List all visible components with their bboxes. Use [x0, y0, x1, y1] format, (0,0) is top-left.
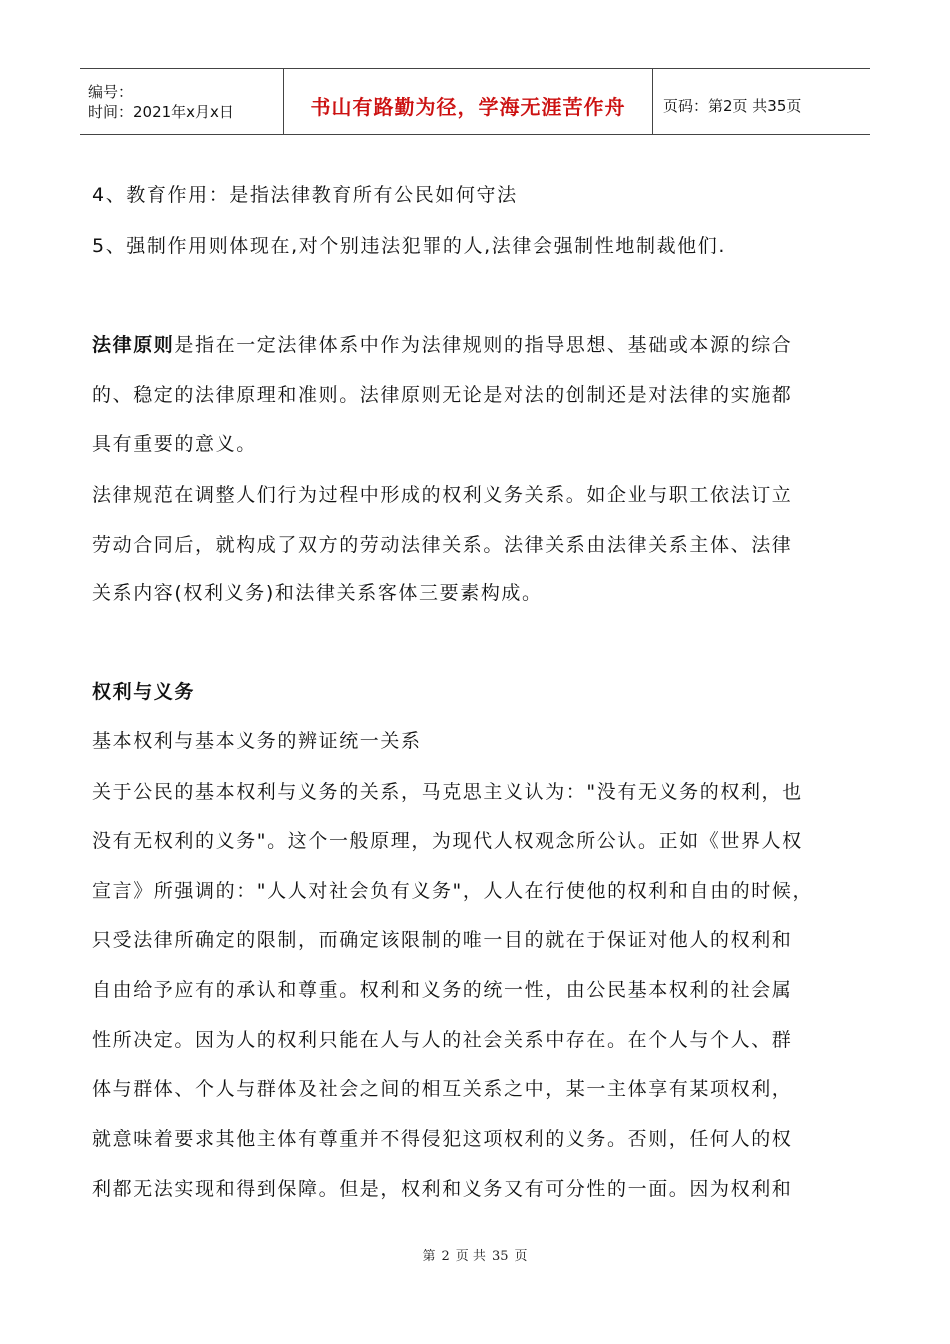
paragraph-line: 自由给予应有的承认和尊重。权利和义务的统一性，由公民基本权利的社会属	[92, 979, 793, 1001]
paragraph-line: 利都无法实现和得到保障。但是，权利和义务又有可分性的一面。因为权利和	[92, 1178, 793, 1200]
paragraph-line: 的、稳定的法律原理和准则。法律原则无论是对法的创制还是对法律的实施都	[92, 384, 793, 406]
paragraph-text: 是指在一定法律体系中作为法律规则的指导思想、基础或本源的综合	[174, 334, 793, 356]
page-header	[80, 68, 870, 135]
paragraph-line: 关于公民的基本权利与义务的关系，马克思主义认为："没有无义务的权利，也	[92, 781, 803, 803]
page-footer	[0, 1245, 950, 1264]
paragraph-line: 体与群体、个人与群体及社会之间的相互关系之中，某一主体享有某项权利，	[92, 1078, 793, 1100]
time-label: 时间：2021年x月x日	[88, 102, 234, 121]
footer-mid: 页 共	[455, 1249, 486, 1264]
header-motto	[283, 69, 653, 134]
paragraph-line: 就意味着要求其他主体有尊重并不得侵犯这项权利的义务。否则，任何人的权	[92, 1128, 793, 1150]
paragraph-line: 5、强制作用则体现在,对个别违法犯罪的人,法律会强制性地制裁他们.	[92, 235, 727, 257]
motto-text: 书山有路勤为径，学海无涯苦作舟	[310, 95, 626, 119]
key-term: 法律原则	[92, 334, 175, 356]
number-label: 编号：	[88, 82, 134, 101]
paragraph-line: 宣言》所强调的："人人对社会负有义务"，人人在行使他的权利和自由的时候，	[92, 880, 814, 902]
paragraph-line: 性所决定。因为人的权利只能在人与人的社会关系中存在。在个人与个人、群	[92, 1029, 793, 1051]
paragraph-line: 4、教育作用：是指法律教育所有公民如何守法	[92, 184, 518, 206]
paragraph-line: 劳动合同后，就构成了双方的劳动法律关系。法律关系由法律关系主体、法律	[92, 534, 793, 556]
paragraph-line: 法律规范在调整人们行为过程中形成的权利义务关系。如企业与职工依法订立	[92, 484, 793, 506]
footer-page-number: 2	[441, 1249, 450, 1264]
paragraph-line: 具有重要的意义。	[92, 433, 257, 455]
paragraph-line	[92, 330, 792, 357]
section-subheading: 基本权利与基本义务的辨证统一关系	[92, 730, 422, 752]
footer-prefix: 第	[422, 1249, 436, 1264]
paragraph-line: 只受法律所确定的限制，而确定该限制的唯一目的就在于保证对他人的权利和	[92, 929, 793, 951]
paragraph-line: 关系内容(权利义务)和法律关系客体三要素构成。	[92, 582, 543, 604]
paragraph-line: 没有无权利的义务"。这个一般原理，为现代人权观念所公认。正如《世界人权	[92, 830, 803, 852]
header-meta	[80, 69, 283, 134]
section-heading: 权利与义务	[92, 681, 196, 703]
footer-suffix: 页	[514, 1249, 528, 1264]
page-label: 页码：第2页 共35页	[663, 97, 802, 115]
footer-total-pages: 35	[491, 1249, 509, 1264]
header-page-info	[653, 69, 870, 134]
